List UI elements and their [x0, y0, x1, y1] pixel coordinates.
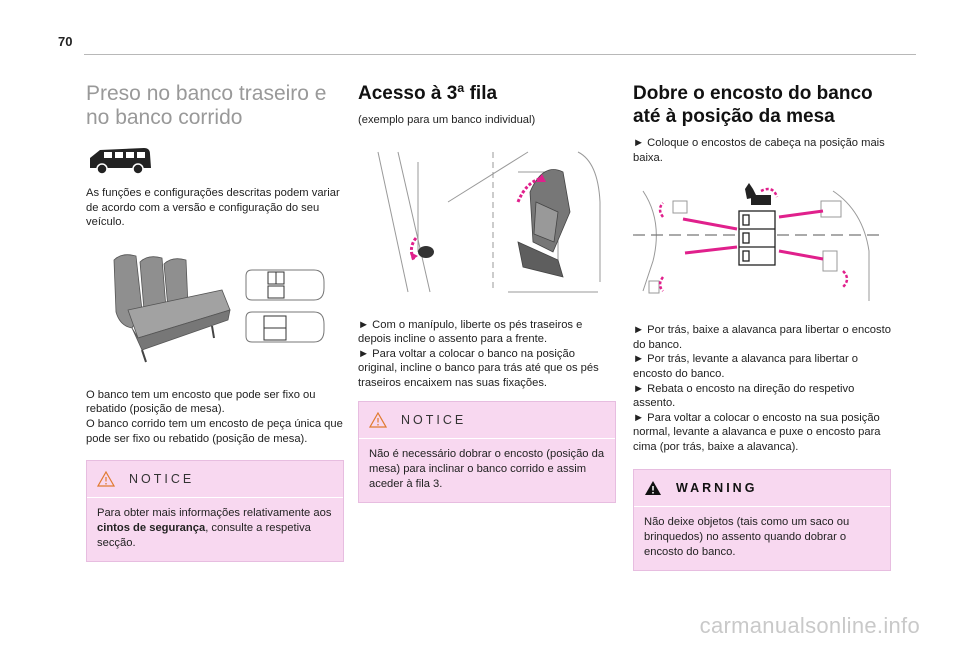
example-subtitle: (exemplo para um banco individual) [358, 114, 536, 126]
notice-text: Para obter mais informações relativamente aos cintos de segurança, consulte a respetiva secção. [97, 507, 332, 550]
column-third-row-access [358, 82, 616, 503]
warning-title: WARNING [676, 480, 758, 495]
notice-header [359, 402, 615, 439]
intro-text: As funções e configurações descritas podem variar de acordo com a versão e configuração do seu veículo. [86, 187, 340, 229]
notice-body [359, 439, 615, 502]
van-icon [86, 142, 156, 176]
warning-text: Não deixe objetos (tais como um saco ou brinquedos) no assento quando dobrar o encosto do banco. [644, 515, 850, 558]
warning-triangle-icon [644, 480, 662, 496]
notice-text: Não é necessário dobrar o encosto (posição da mesa) para inclinar o banco corrido e assim aceder à fila 3. [369, 447, 605, 490]
notice-box [358, 401, 616, 503]
backrest-fold-illustration [633, 181, 881, 309]
seat-description-text: O banco tem um encosto que pode ser fixo ou rebatido (posição de mesa). [86, 388, 316, 416]
section-heading: Acesso à 3ª fila [358, 83, 498, 104]
notice-header [87, 461, 343, 498]
bench-description-text: O banco corrido tem um encosto de peça única que pode ser fixo ou rebatido (posição de mesa). [86, 417, 343, 445]
warning-body [634, 507, 890, 570]
seat-tilt-illustration [358, 142, 608, 302]
step-fold-backrest: ► Rebata o encosto na direção do respetivo assento. [633, 382, 855, 410]
notice-box [86, 460, 344, 562]
column-table-position [633, 82, 891, 571]
notice-title: NOTICE [129, 472, 195, 487]
header-divider [84, 54, 916, 55]
warning-header [634, 470, 890, 507]
page-number: 70 [58, 34, 73, 49]
section-heading: Dobre o encosto do banco até à posição da mesa [633, 83, 873, 127]
seatbelt-link-text: cintos de segurança [97, 522, 206, 535]
watermark: carmanualsonline.info [699, 613, 920, 638]
column-seat-lock [86, 82, 344, 562]
step-release: ► Com o manípulo, liberte os pés traseiros e depois incline o assento para a frente. [358, 318, 583, 346]
step-restore-backrest: ► Para voltar a colocar o encosto na sua posição normal, levante a alavanca e puxe o encosto para cima (por trás, baixe a alavanca). [633, 411, 881, 453]
warning-triangle-icon [97, 471, 115, 487]
notice-title: NOTICE [401, 412, 467, 427]
step-lower-lever: ► Por trás, baixe a alavanca para libertar o encosto do banco. [633, 324, 891, 351]
step-raise-lever: ► Por trás, levante a alavanca para libertar o encosto do banco. [633, 353, 858, 380]
section-heading: Preso no banco traseiro e no banco corrido [86, 82, 327, 129]
notice-body [87, 498, 343, 561]
step-headrest: ► Coloque o encostos de cabeça na posição mais baixa. [633, 137, 885, 164]
warning-triangle-icon [369, 412, 387, 428]
rear-bench-illustration [102, 250, 338, 368]
warning-box [633, 469, 891, 571]
step-reposition: ► Para voltar a colocar o banco na posição original, incline o banco para trás até que os pés traseiros encaixem nas suas fixações. [358, 347, 599, 389]
